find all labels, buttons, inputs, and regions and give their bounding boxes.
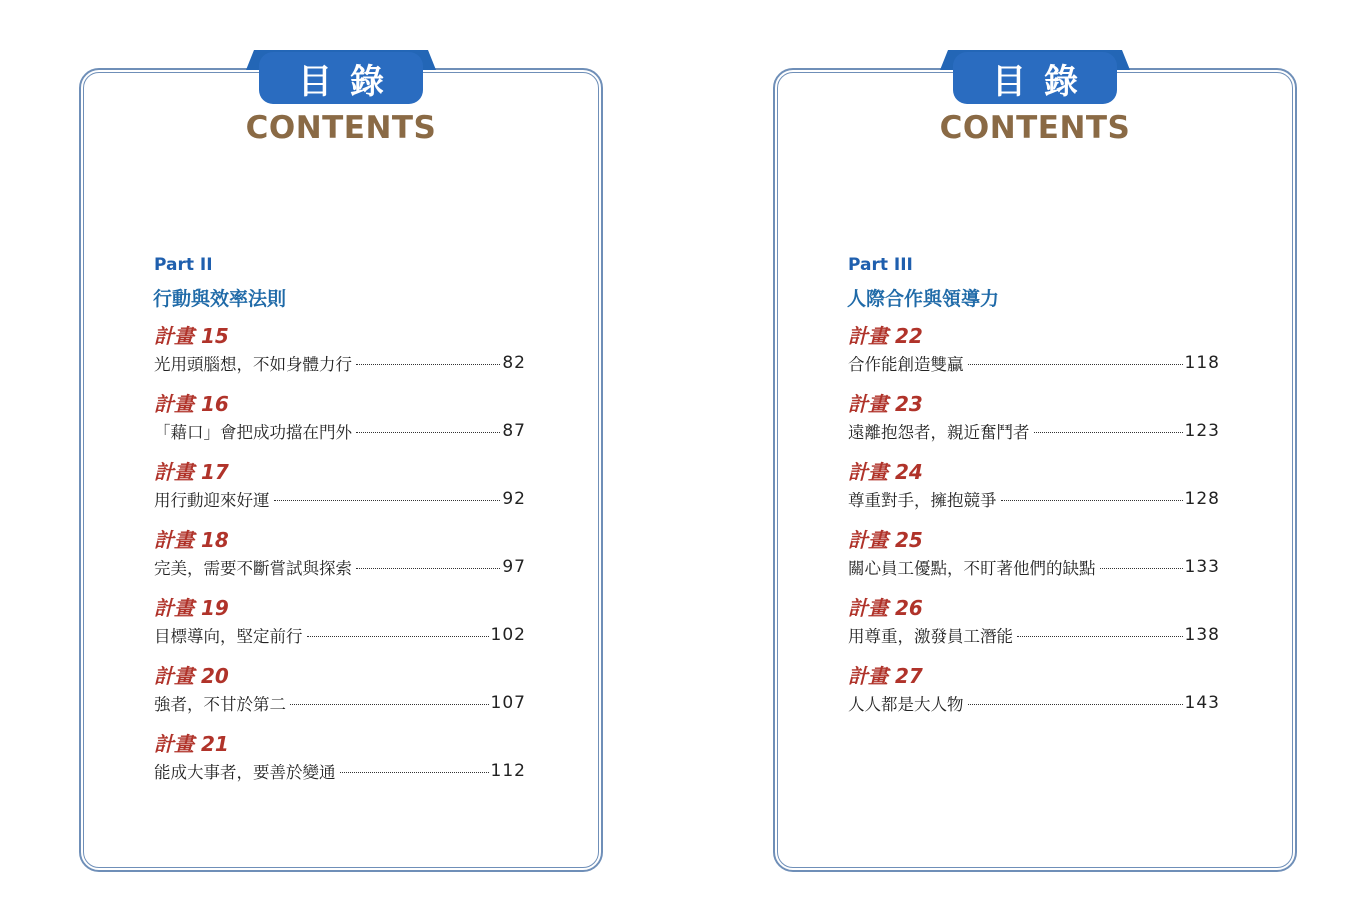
contents-heading: CONTENTS [939,110,1131,146]
part-label: Part III [848,255,913,275]
page-number: 97 [502,557,526,577]
page-number: 112 [490,761,526,781]
toc-entry[interactable] [848,660,1220,728]
dot-leader [274,500,501,501]
plan-label: 計畫 18 [154,528,229,552]
dot-leader [1100,568,1183,569]
page-number: 128 [1184,489,1220,509]
dot-leader [340,772,489,773]
entry-title: 光用頭腦想，不如身體力行 [154,355,352,374]
entry-title: 關心員工優點，不盯著他們的缺點 [848,559,1096,578]
toc-entry[interactable] [848,320,1220,388]
dot-leader [356,432,500,433]
toc-page-right [773,61,1297,872]
part-label: Part II [154,255,213,275]
toc-entry-list [154,320,526,796]
toc-entry[interactable] [154,524,526,592]
plan-label: 計畫 22 [848,324,923,348]
dot-leader [356,568,500,569]
toc-entry[interactable] [848,524,1220,592]
dot-leader [307,636,489,637]
toc-entry[interactable] [154,728,526,796]
toc-entry[interactable] [154,456,526,524]
plan-label: 計畫 24 [848,460,923,484]
entry-title: 能成大事者，要善於變通 [154,763,336,782]
contents-heading: CONTENTS [245,110,437,146]
entry-title: 合作能創造雙贏 [848,355,964,374]
toc-tab-title: 目錄 [953,52,1117,104]
entry-title: 人人都是大人物 [848,695,964,714]
page-number: 102 [490,625,526,645]
plan-label: 計畫 16 [154,392,229,416]
part-title: 行動與效率法則 [153,288,287,310]
plan-label: 計畫 23 [848,392,923,416]
entry-title: 尊重對手，擁抱競爭 [848,491,997,510]
entry-title: 遠離抱怨者，親近奮鬥者 [848,423,1030,442]
page-number: 118 [1184,353,1220,373]
part-title: 人際合作與領導力 [847,288,1000,310]
entry-title: 強者，不甘於第二 [154,695,286,714]
toc-page-left [79,61,603,872]
page-number: 123 [1184,421,1220,441]
plan-label: 計畫 25 [848,528,923,552]
plan-label: 計畫 26 [848,596,923,620]
toc-entry[interactable] [848,592,1220,660]
plan-label: 計畫 21 [154,732,229,756]
entry-title: 目標導向，堅定前行 [154,627,303,646]
toc-entry[interactable] [154,388,526,456]
page-number: 87 [502,421,526,441]
toc-entry[interactable] [154,320,526,388]
page-number: 82 [502,353,526,373]
plan-label: 計畫 17 [154,460,229,484]
toc-entry[interactable] [848,456,1220,524]
dot-leader [1017,636,1183,637]
page-number: 143 [1184,693,1220,713]
entry-title: 用尊重，激發員工潛能 [848,627,1013,646]
toc-entry[interactable] [154,660,526,728]
entry-title: 用行動迎來好運 [154,491,270,510]
dot-leader [968,364,1183,365]
page-number: 133 [1184,557,1220,577]
entry-title: 完美，需要不斷嘗試與探索 [154,559,352,578]
page-number: 92 [502,489,526,509]
dot-leader [968,704,1183,705]
dot-leader [290,704,489,705]
plan-label: 計畫 27 [848,664,923,688]
page-number: 138 [1184,625,1220,645]
plan-label: 計畫 15 [154,324,229,348]
entry-title: 「藉口」會把成功擋在門外 [154,423,352,442]
toc-entry[interactable] [848,388,1220,456]
toc-tab-title: 目錄 [259,52,423,104]
page-number: 107 [490,693,526,713]
plan-label: 計畫 19 [154,596,229,620]
toc-entry-list [848,320,1220,728]
dot-leader [1034,432,1183,433]
dot-leader [1001,500,1183,501]
dot-leader [356,364,500,365]
plan-label: 計畫 20 [154,664,229,688]
toc-entry[interactable] [154,592,526,660]
